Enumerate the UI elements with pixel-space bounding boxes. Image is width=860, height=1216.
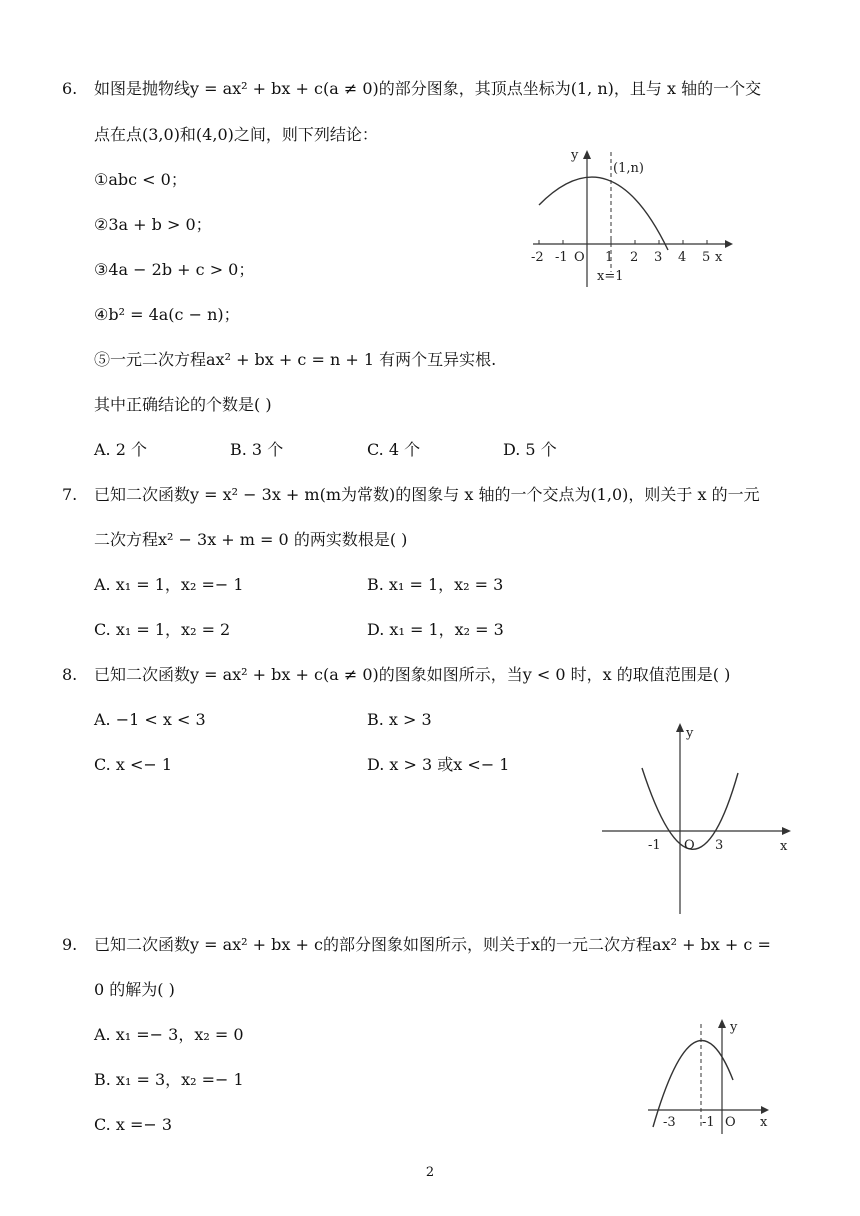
q8-x-arrow: [782, 827, 791, 835]
q8-origin-label: O: [684, 838, 695, 853]
q9-number: 9.: [62, 935, 78, 954]
q8-tick-neg1: -1: [648, 838, 661, 853]
q6-x-arrow: [725, 240, 733, 248]
q7-option-a[interactable]: A. x₁ = 1，x₂ =− 1: [94, 575, 244, 594]
q8-x-label: x: [780, 839, 788, 854]
q8-y-arrow: [676, 723, 684, 732]
q6-axis-label: x=1: [597, 269, 624, 284]
q6-stem-line1: 如图是抛物线y = ax² + bx + c(a ≠ 0)的部分图象，其顶点坐标为(1, n)，且与 x 轴的一个交: [94, 79, 762, 98]
q6-figure: [525, 142, 740, 292]
q6-tick-1: 1: [605, 250, 614, 265]
q6-conclusion-1: ①abc < 0；: [94, 170, 187, 189]
q9-y-arrow: [718, 1019, 726, 1028]
q7-stem-line2: 二次方程x² − 3x + m = 0 的两实数根是( ): [94, 530, 408, 549]
q6-conclusion-2: ②3a + b > 0；: [94, 215, 212, 234]
q8-y-label: y: [686, 726, 694, 741]
q9-stem-line2: 0 的解为( ): [94, 980, 175, 999]
q9-option-c[interactable]: C. x =− 3: [94, 1115, 173, 1134]
q7-option-d[interactable]: D. x₁ = 1，x₂ = 3: [367, 620, 504, 639]
q9-figure: [643, 1012, 778, 1137]
q6-y-arrow: [583, 150, 591, 159]
q8-option-c[interactable]: C. x <− 1: [94, 755, 173, 774]
q7-stem-line1: 已知二次函数y = x² − 3x + m(m为常数)的图象与 x 轴的一个交点为(1,0)，则关于 x 的一元: [94, 485, 760, 504]
q9-x-label: x: [760, 1115, 768, 1130]
q6-number: 6.: [62, 79, 78, 98]
q9-origin-label: O: [725, 1115, 736, 1130]
q8-option-a[interactable]: A. −1 < x < 3: [94, 710, 206, 729]
q6-tick-5: 5: [702, 250, 711, 265]
q6-tick-neg1: -1: [555, 250, 568, 265]
q8-option-b[interactable]: B. x > 3: [367, 710, 432, 729]
q6-conclusion-5: ⑤一元二次方程ax² + bx + c = n + 1 有两个互异实根.: [94, 350, 497, 369]
q8-option-d[interactable]: D. x > 3 或x <− 1: [367, 755, 510, 774]
q6-tick-2: 2: [630, 250, 639, 265]
q6-stem-line2: 点在点(3,0)和(4,0)之间，则下列结论：: [94, 125, 378, 144]
q9-option-a[interactable]: A. x₁ =− 3，x₂ = 0: [94, 1025, 244, 1044]
q9-stem-line1: 已知二次函数y = ax² + bx + c的部分图象如图所示，则关于x的一元二次方程ax² + bx + c =: [94, 935, 771, 954]
q6-question: 其中正确结论的个数是( ): [94, 395, 272, 414]
q9-x-arrow: [761, 1106, 769, 1114]
q7-option-b[interactable]: B. x₁ = 1，x₂ = 3: [367, 575, 504, 594]
q6-option-a[interactable]: A. 2 个: [94, 440, 147, 459]
q6-tick-neg2: -2: [531, 250, 544, 265]
q8-tick-3: 3: [715, 838, 724, 853]
q9-tick-neg1: -1: [702, 1115, 715, 1130]
q9-option-b[interactable]: B. x₁ = 3，x₂ =− 1: [94, 1070, 244, 1089]
q6-option-b[interactable]: B. 3 个: [230, 440, 284, 459]
q6-tick-3: 3: [654, 250, 663, 265]
q6-x-label: x: [715, 250, 723, 265]
q6-parabola: [539, 177, 668, 250]
q8-stem-line1: 已知二次函数y = ax² + bx + c(a ≠ 0)的图象如图所示，当y < 0 时，x 的取值范围是( ): [94, 665, 731, 684]
q6-origin-label: O: [574, 250, 585, 265]
q6-option-d[interactable]: D. 5 个: [503, 440, 557, 459]
q8-number: 8.: [62, 665, 78, 684]
q6-vertex-label: (1,n): [613, 161, 644, 176]
q7-option-c[interactable]: C. x₁ = 1，x₂ = 2: [94, 620, 231, 639]
q6-conclusion-4: ④b² = 4a(c − n)；: [94, 305, 240, 324]
q6-option-c[interactable]: C. 4 个: [367, 440, 421, 459]
q9-tick-neg3: -3: [663, 1115, 676, 1130]
q6-tick-4: 4: [678, 250, 687, 265]
q6-conclusion-3: ③4a − 2b + c > 0；: [94, 260, 255, 279]
page-number: 2: [425, 1165, 435, 1180]
q7-number: 7.: [62, 485, 78, 504]
q8-figure: [598, 718, 798, 918]
q6-y-label: y: [571, 148, 579, 163]
q9-y-label: y: [730, 1020, 738, 1035]
